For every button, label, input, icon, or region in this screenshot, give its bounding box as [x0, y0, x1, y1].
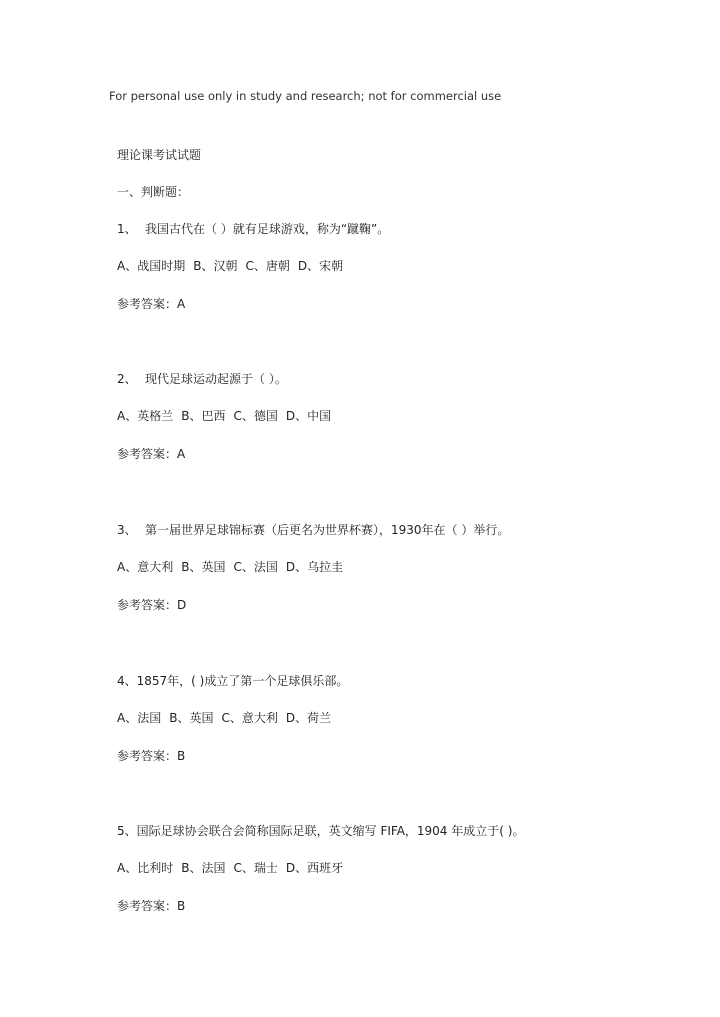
question-number: 3、	[117, 523, 137, 537]
answer-value: D	[177, 598, 187, 612]
option-a: A、英格兰	[117, 409, 174, 423]
option-a: A、意大利	[117, 560, 174, 574]
question-1	[117, 221, 389, 237]
question-text: 国际足球协会联合会简称国际足联，英文缩写 FIFA，1904 年成立于( )。	[136, 824, 525, 838]
question-text: 1857年，( )成立了第一个足球俱乐部。	[136, 674, 349, 688]
question-number: 4、	[117, 674, 137, 688]
question-3	[117, 522, 509, 538]
options-5	[117, 860, 343, 876]
answer-label: 参考答案：	[117, 899, 178, 913]
question-number: 1、	[117, 222, 137, 236]
question-2	[117, 371, 287, 387]
answer-label: 参考答案：	[117, 598, 178, 612]
answer-value: A	[177, 447, 186, 461]
section-heading: 一、判断题：	[117, 185, 190, 199]
option-b: B、英国	[181, 560, 226, 574]
answer-label: 参考答案：	[117, 749, 178, 763]
option-c: C、法国	[233, 560, 278, 574]
option-d: D、乌拉圭	[285, 560, 344, 574]
options-2	[117, 408, 331, 424]
option-c: C、意大利	[221, 711, 278, 725]
option-a: A、战国时期	[117, 259, 186, 273]
answer-4	[117, 748, 185, 764]
question-text: 我国古代在（ ）就有足球游戏，称为“蹴鞠”。	[145, 222, 390, 236]
option-b: B、汉朝	[193, 259, 238, 273]
option-d: D、荷兰	[285, 711, 332, 725]
disclaimer-text: For personal use only in study and research; not for commercial use	[109, 89, 502, 103]
answer-label: 参考答案：	[117, 297, 178, 311]
question-text: 现代足球运动起源于（ ）。	[145, 372, 287, 386]
option-d: D、中国	[285, 409, 332, 423]
option-b: B、巴西	[181, 409, 226, 423]
option-b: B、法国	[181, 861, 226, 875]
option-a: A、法国	[117, 711, 162, 725]
answer-1	[117, 296, 185, 312]
options-4	[117, 710, 331, 726]
answer-2	[117, 446, 185, 462]
option-c: C、德国	[233, 409, 278, 423]
option-d: D、西班牙	[285, 861, 344, 875]
answer-3	[117, 597, 186, 613]
question-5	[117, 823, 524, 839]
answer-value: B	[177, 899, 186, 913]
answer-value: B	[177, 749, 186, 763]
options-3	[117, 559, 343, 575]
question-4	[117, 673, 348, 689]
exam-title: 理论课考试试题	[117, 148, 202, 162]
answer-label: 参考答案：	[117, 447, 178, 461]
option-b: B、英国	[169, 711, 214, 725]
option-a: A、比利时	[117, 861, 174, 875]
option-c: C、唐朝	[245, 259, 290, 273]
option-d: D、宋朝	[297, 259, 344, 273]
answer-5	[117, 898, 185, 914]
question-number: 2、	[117, 372, 137, 386]
question-text: 第一届世界足球锦标赛（后更名为世界杯赛），1930年在（ ）举行。	[145, 523, 510, 537]
option-c: C、瑞士	[233, 861, 278, 875]
options-1	[117, 258, 343, 274]
question-number: 5、	[117, 824, 137, 838]
answer-value: A	[177, 297, 186, 311]
